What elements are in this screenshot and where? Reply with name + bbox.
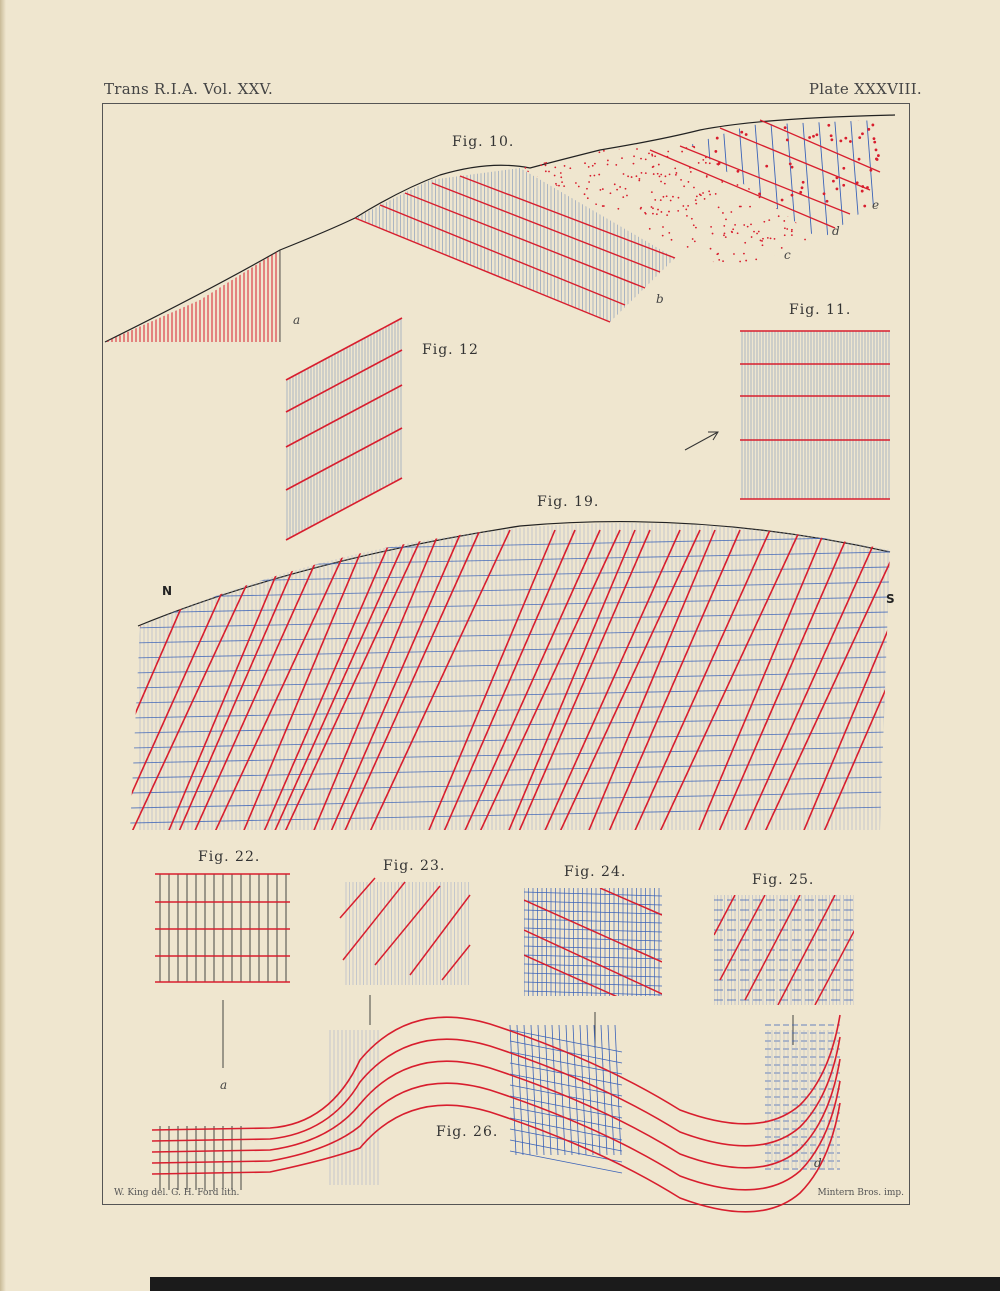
plate-number: Plate XXXVIII. bbox=[808, 80, 922, 98]
fig24-section bbox=[0, 888, 662, 1048]
fig23-label: Fig. 23. bbox=[383, 858, 446, 874]
fig12-section bbox=[286, 315, 402, 545]
fig10-letter-b: b bbox=[656, 292, 664, 306]
fig19-label: Fig. 19. bbox=[537, 494, 600, 510]
fig19-north-label: N bbox=[162, 584, 173, 598]
fig10-letter-d: d bbox=[832, 224, 840, 238]
fig10-letter-e: e bbox=[872, 198, 880, 212]
journal-header: Trans R.I.A. Vol. XXV. bbox=[104, 80, 274, 98]
fig12-label: Fig. 12 bbox=[422, 342, 479, 358]
fig23-section bbox=[340, 878, 470, 1025]
fig26-letter-d: d bbox=[814, 1156, 822, 1170]
fig10-letter-c: c bbox=[784, 248, 791, 262]
fig25-label: Fig. 25. bbox=[752, 872, 815, 888]
credit-artist: W. King del. G. H. Ford lith. bbox=[114, 1188, 240, 1198]
fig19-south-label: S bbox=[886, 592, 895, 606]
fig26-label: Fig. 26. bbox=[436, 1124, 499, 1140]
fig10-letter-a: a bbox=[293, 313, 301, 327]
fig24-label: Fig. 24. bbox=[564, 864, 627, 880]
fig26-section bbox=[152, 1015, 840, 1212]
fig22-label: Fig. 22. bbox=[198, 849, 261, 865]
fig11-label: Fig. 11. bbox=[789, 302, 852, 318]
credit-printer: Mintern Bros. imp. bbox=[817, 1188, 904, 1198]
fig26-letter-a: a bbox=[220, 1078, 228, 1092]
fig19-section bbox=[52, 520, 955, 835]
fig10-label: Fig. 10. bbox=[452, 134, 515, 150]
fig22-section bbox=[155, 874, 290, 1068]
fig11-section bbox=[685, 331, 890, 499]
fig11-arrow-icon bbox=[685, 432, 718, 450]
